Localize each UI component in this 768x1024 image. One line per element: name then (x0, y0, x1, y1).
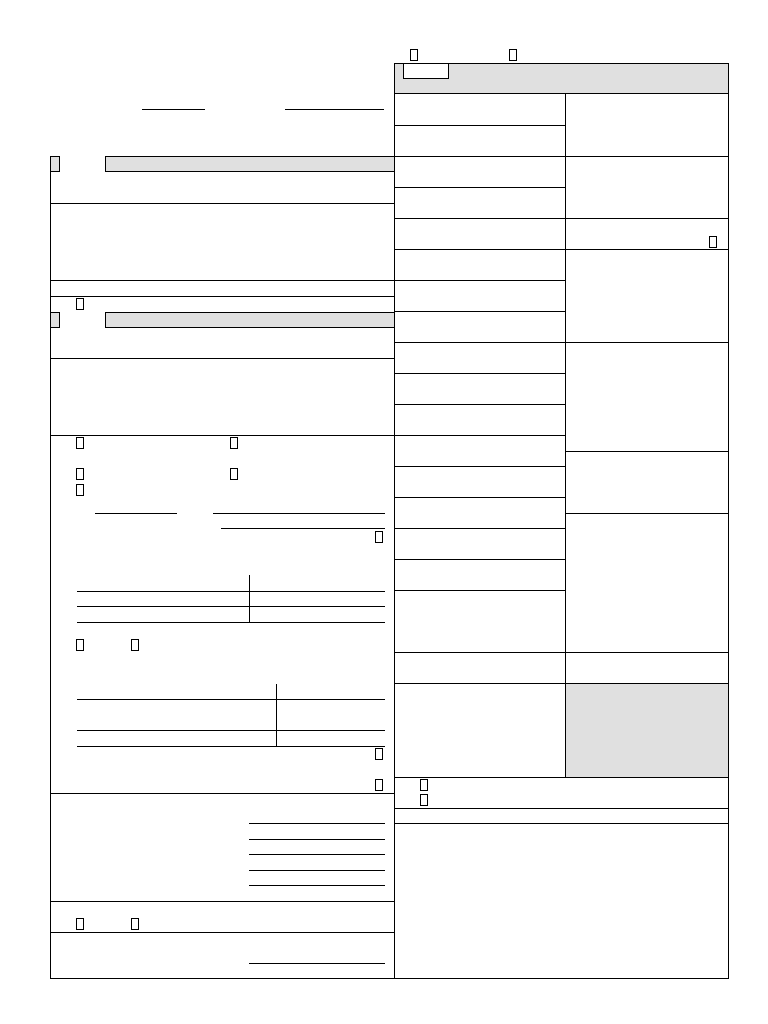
r-row-line (394, 559, 565, 560)
amount-line (249, 854, 385, 855)
section-2-checkbox-1[interactable] (76, 437, 84, 449)
top-line-1 (142, 109, 205, 110)
section-2-checkbox-2[interactable] (230, 437, 238, 449)
l-row-line (50, 932, 395, 933)
r-row-line (394, 497, 565, 498)
table-2-line (77, 746, 385, 747)
right-panel-divider (565, 94, 566, 777)
section-3-yes-checkbox[interactable] (76, 918, 84, 930)
r-row-line (394, 249, 729, 250)
right-panel-left-border (394, 94, 395, 979)
amount-line (249, 823, 385, 824)
r-row-line (394, 528, 565, 529)
l-row-line (50, 793, 395, 794)
r-row-line (394, 125, 565, 126)
section-1-checkbox[interactable] (76, 298, 84, 310)
table-2-divider (276, 684, 277, 746)
section-2-yes-checkbox[interactable] (76, 639, 84, 651)
table-2-line (77, 730, 385, 731)
r-row-line (394, 808, 729, 809)
right-panel-header (394, 63, 729, 94)
table-1-line (77, 591, 385, 592)
section-1-header (50, 156, 395, 172)
right-checkbox-a[interactable] (709, 236, 717, 248)
r-row-line (394, 218, 729, 219)
amount-line (249, 870, 385, 871)
r-row-line (394, 373, 565, 374)
right-bottom-checkbox-2[interactable] (420, 794, 428, 806)
section-2-checkbox-4[interactable] (230, 468, 238, 480)
section-2-no-checkbox[interactable] (131, 639, 139, 651)
right-header-tab (403, 63, 449, 79)
table-2-line (77, 699, 385, 700)
amount-line (249, 963, 385, 964)
r-row-line (394, 777, 729, 778)
fill-line (221, 528, 385, 529)
r-row-line (394, 187, 565, 188)
fill-line (213, 513, 385, 514)
r-row-line (394, 590, 565, 591)
header-checkbox-2[interactable] (509, 49, 517, 61)
amount-line (249, 839, 385, 840)
l-row-line (50, 203, 395, 204)
r-row-line (394, 404, 565, 405)
right-shaded-block (566, 684, 728, 777)
section-1-tab (60, 156, 106, 172)
r-row-line (394, 652, 729, 653)
right-panel-right-border (728, 94, 729, 979)
r-row-line (394, 311, 565, 312)
amount-line (249, 885, 385, 886)
section-2-tab (60, 312, 106, 328)
top-line-2 (285, 109, 384, 110)
l-row-line (50, 358, 395, 359)
l-row-line (50, 296, 395, 297)
right-bottom-checkbox-1[interactable] (420, 779, 428, 791)
section-2-checkbox-7[interactable] (375, 748, 383, 760)
r-row-line (394, 156, 729, 157)
r-row-line (394, 342, 729, 343)
section-2-checkbox-3[interactable] (76, 468, 84, 480)
r-row-line (394, 466, 565, 467)
r-row-line (394, 823, 729, 824)
r-row-line (565, 513, 729, 514)
form-bottom-border (50, 978, 729, 979)
table-1-line (77, 622, 385, 623)
header-checkbox-1[interactable] (410, 49, 418, 61)
l-row-line (50, 280, 395, 281)
r-row-line (394, 435, 565, 436)
l-row-line (50, 435, 395, 436)
fill-line (95, 513, 177, 514)
r-row-line (394, 280, 565, 281)
l-row-line (50, 901, 395, 902)
section-2-checkbox-5[interactable] (76, 484, 84, 496)
section-2-checkbox-8[interactable] (375, 779, 383, 791)
section-2-header (50, 312, 395, 328)
table-1-line (77, 606, 385, 607)
r-row-line (565, 451, 729, 452)
section-2-checkbox-6[interactable] (375, 531, 383, 543)
table-1-divider (249, 575, 250, 622)
section-3-no-checkbox[interactable] (131, 918, 139, 930)
